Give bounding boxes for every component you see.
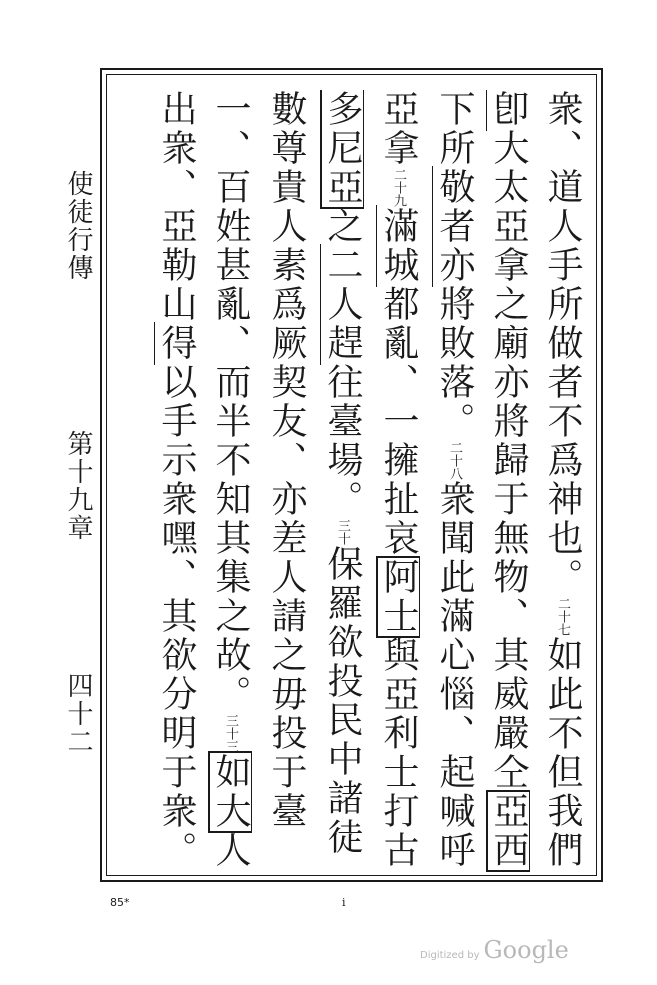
verse-note: 三十三 (223, 714, 238, 753)
text-column-2 (486, 90, 530, 880)
text-column-8 (154, 90, 198, 880)
margin-page-number: 四十二 (63, 672, 93, 756)
column-text: 一、百姓甚亂、而半不知其集之故。 (210, 90, 251, 714)
column-text: 衆、道人手所做者不爲神也。 (542, 90, 583, 597)
column-tail: 滿城都亂、一擁扯哀 (378, 207, 419, 558)
proper-noun-box: 多尼亞 (322, 90, 363, 207)
margin-book-title: 使徒行傳 (63, 170, 93, 282)
footer-mark: i (342, 896, 346, 909)
text-column-3 (432, 90, 476, 880)
verse-note: 二十九 (391, 168, 406, 207)
verse-note: 二十七 (555, 597, 570, 636)
column-text: 數尊貴人素爲厥契友、亦差人請之毋投于臺 (266, 90, 307, 831)
column-text: 卽大太亞拿之廟亦將歸于無物、其威嚴仝 (488, 90, 529, 792)
column-text: 出衆、亞勒山得以手示衆嘿、其欲分明于衆。 (156, 90, 197, 870)
text-column-5 (320, 90, 364, 880)
column-tail-2: 與亞利士打古 (378, 636, 419, 870)
verse-note: 三十 (335, 519, 350, 545)
proper-noun-box: 亞西 (486, 90, 529, 870)
google-logo: Google (483, 936, 569, 964)
column-text: 下所敬者亦將敗落。 (434, 90, 475, 441)
column-tail: 衆聞此滿心惱、起喊呼 (434, 480, 475, 870)
verse-note: 二十八 (447, 441, 462, 480)
text-column-6 (264, 90, 308, 880)
column-text: 之二人趕往臺場。 (322, 207, 363, 519)
column-tail: 人 (210, 831, 251, 870)
text-column-4 (376, 90, 420, 880)
footer-code: 85* (110, 896, 130, 909)
digitized-watermark (420, 936, 569, 964)
proper-noun-box: 如大 (210, 753, 251, 831)
column-tail: 保羅欲投民中諸徒 (322, 545, 363, 857)
proper-noun-box: 阿士 (378, 558, 419, 636)
column-tail: 如此不但我們 (542, 636, 583, 870)
text-column-7 (208, 90, 252, 880)
margin-chapter: 第十九章 (63, 430, 93, 542)
column-text: 亞拿 (378, 90, 419, 168)
text-column-1 (540, 90, 584, 880)
watermark-prefix: Digitized by (420, 950, 480, 961)
